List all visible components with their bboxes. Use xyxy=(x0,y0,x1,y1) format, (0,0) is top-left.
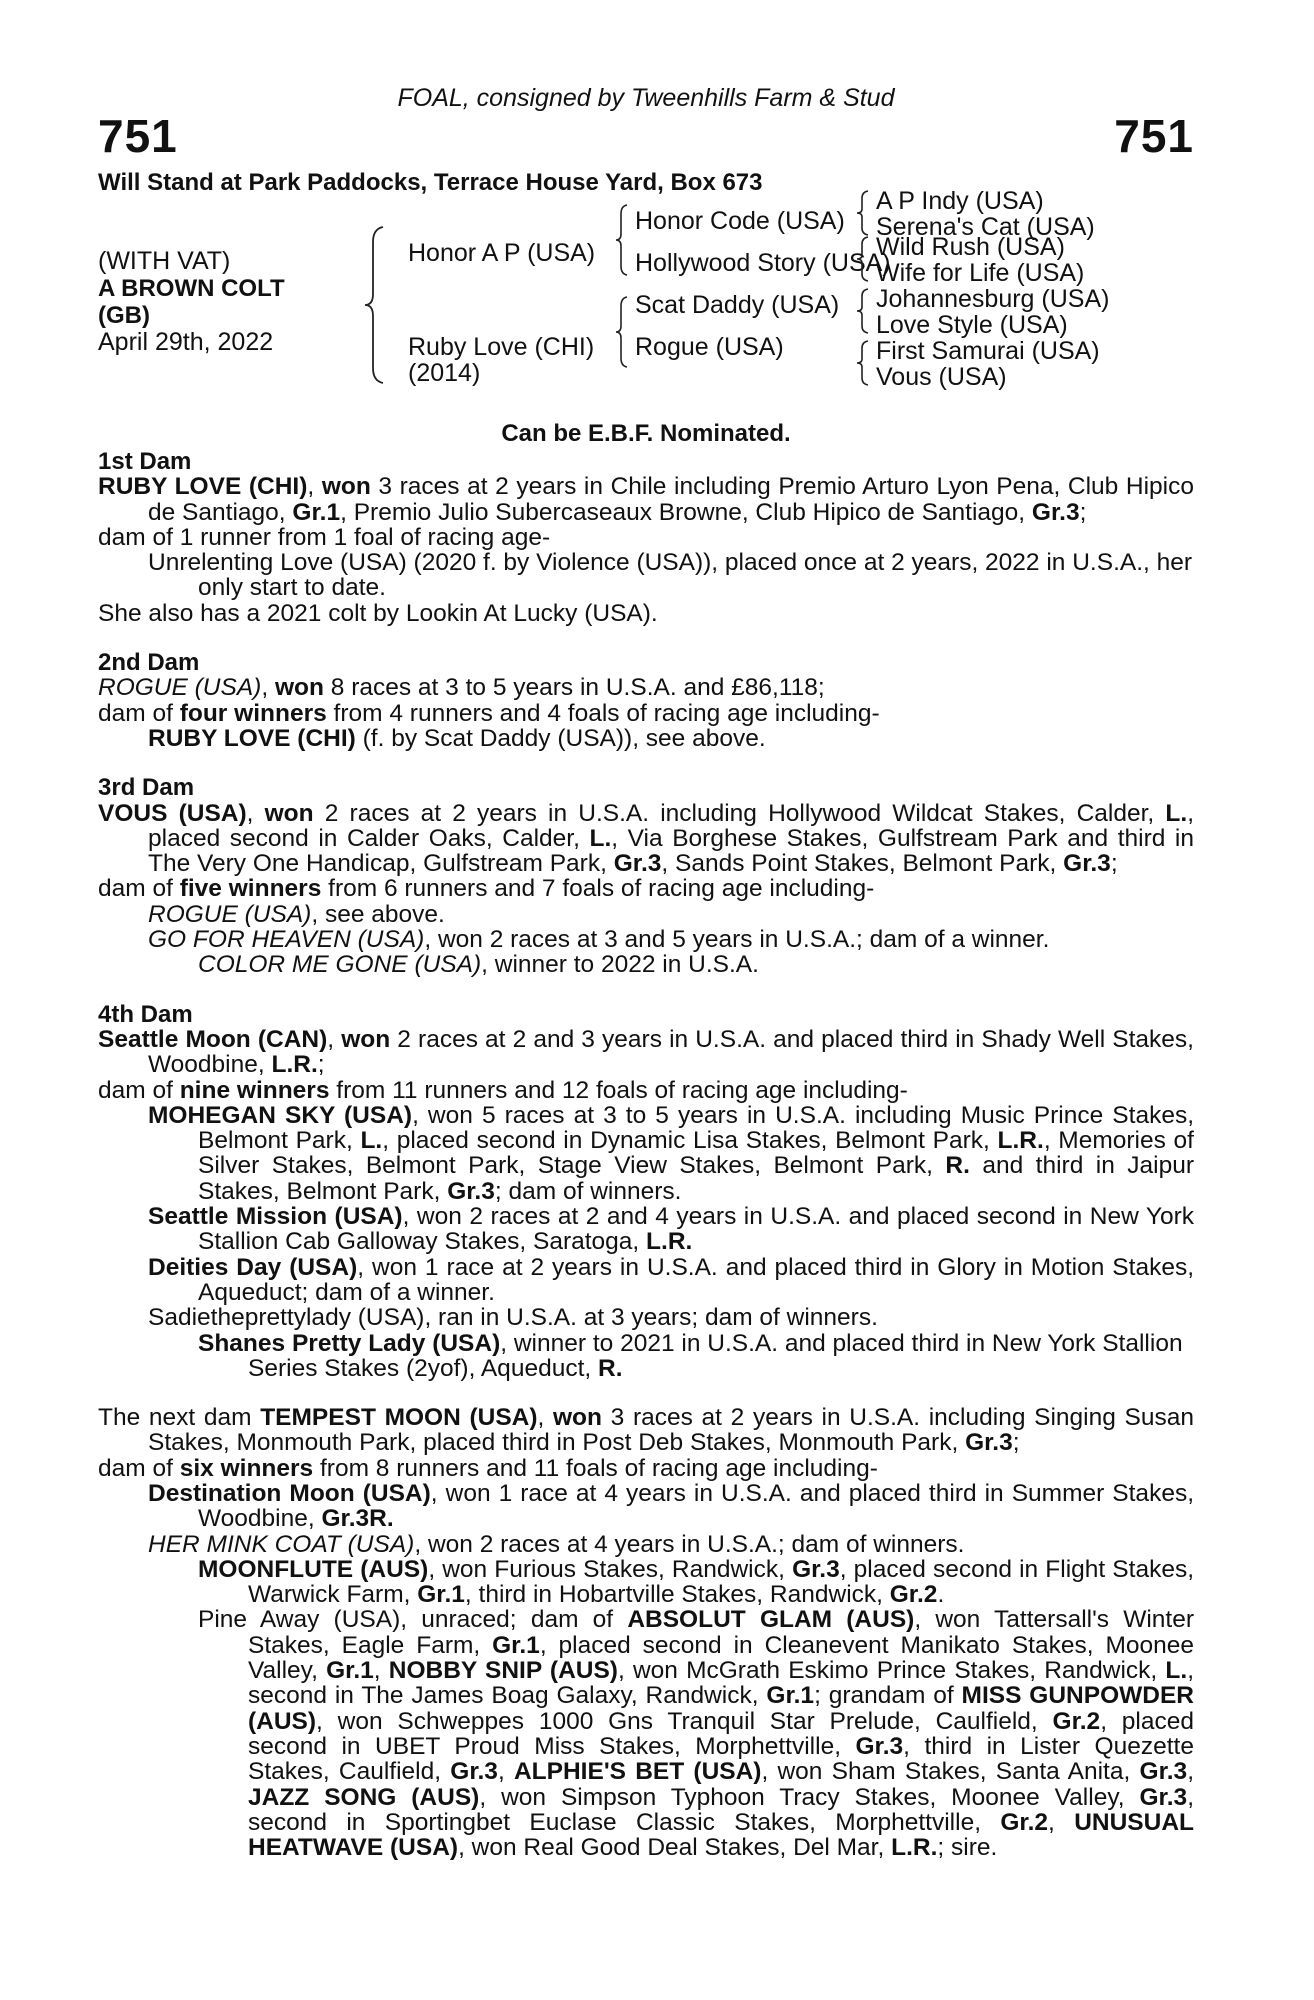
text: 3 races at 2 years in Chile including Premio Arturo Lyon Pena, Club Hipico de Santiago, xyxy=(148,473,1194,526)
text: , third in Lister Quezette Stakes, Caulfield, xyxy=(248,1732,1194,1786)
won-label: won xyxy=(274,674,324,702)
text: , second in The James Boag Galaxy, Randwick, xyxy=(248,1657,1194,1710)
text: , won 1 race at 2 years in U.S.A. and placed third in Glory in Motion Stakes, Aqueduct; dam of a winner. xyxy=(198,1253,1194,1306)
offspring-name: COLOR ME GONE (USA) xyxy=(198,951,482,979)
text: ; xyxy=(1079,498,1087,526)
offspring-entry xyxy=(98,1607,1194,1860)
grade-label: Gr.3 xyxy=(447,1177,495,1205)
grade-label: Gr.1 xyxy=(326,1657,374,1685)
text: , placed second in Flight Stakes, Warwick Farm, xyxy=(248,1555,1195,1609)
dam-name: TEMPEST MOON (USA) xyxy=(260,1404,538,1432)
offspring-entry xyxy=(98,1103,1194,1204)
brace-g4 xyxy=(856,340,870,386)
text: (f. by Scat Daddy (USA)), see above. xyxy=(355,724,766,752)
stand-location: Will Stand at Park Paddocks, Terrace House Yard, Box 673 xyxy=(98,169,763,196)
grade-label: Gr.3 xyxy=(450,1758,498,1786)
text: , won 2 races at 2 and 4 years in U.S.A. and placed second in New York Stallion Cab Galloway Stakes, Saratoga, xyxy=(198,1203,1194,1256)
brace-g3 xyxy=(856,288,870,334)
grade-label: R. xyxy=(945,1152,970,1180)
grade-label: Gr.3 xyxy=(1139,1758,1188,1786)
offspring-name: ALPHIE'S BET (USA) xyxy=(513,1758,762,1786)
text: , xyxy=(261,674,275,702)
text: ; xyxy=(1110,850,1118,878)
grandsire-2: Serena's Cat (USA) xyxy=(876,213,1095,241)
offspring-entry xyxy=(98,927,1194,952)
grade-label: L. xyxy=(1165,799,1188,827)
offspring-name: GO FOR HEAVEN (USA) xyxy=(148,926,425,954)
offspring-entry xyxy=(98,902,1194,927)
grade-label: Gr.1 xyxy=(292,498,341,526)
grade-label: Gr.3 xyxy=(855,1732,904,1760)
lot-number-right: 751 xyxy=(1114,110,1194,162)
text: , xyxy=(537,1404,553,1432)
second-dam-section xyxy=(98,650,1194,751)
text: , won Schweppes 1000 Gns Tranquil Star Prelude, Caulfield, xyxy=(316,1707,1053,1735)
text: ; dam of winners. xyxy=(494,1177,682,1205)
text: ; grandam of xyxy=(814,1682,962,1710)
grade-label: L.R. xyxy=(646,1228,693,1256)
text: from 11 runners and 12 foals of racing age including- xyxy=(329,1076,908,1104)
dam-dam: Rogue (USA) xyxy=(635,333,784,361)
text: , won 2 races at 4 years in U.S.A.; dam of winners. xyxy=(414,1530,965,1558)
offspring-entry xyxy=(98,1557,1194,1608)
offspring-name: Seattle Mission (USA) xyxy=(148,1203,403,1231)
text: , third in Hobartville Stakes, Randwick, xyxy=(464,1581,890,1609)
offspring-name: HER MINK COAT (USA) xyxy=(148,1530,415,1558)
text: , placed second in Dynamic Lisa Stakes, Belmont Park, xyxy=(382,1127,998,1155)
offspring-name: JAZZ SONG (AUS) xyxy=(248,1783,480,1811)
text: 3 races at 2 years in U.S.A. including Singing Susan Stakes, Monmouth Park, placed third in Post Deb Stakes, Monmouth Park, xyxy=(148,1404,1194,1457)
text: Pine Away (USA), unraced; dam of xyxy=(198,1606,628,1634)
offspring-entry xyxy=(98,952,1194,977)
offspring-name: RUBY LOVE (CHI) xyxy=(148,724,356,752)
sire-dam: Hollywood Story (USA) xyxy=(635,249,891,277)
text: dam of xyxy=(98,1076,180,1104)
grade-label: L. xyxy=(1165,1657,1188,1685)
text: ; xyxy=(317,1051,325,1079)
text: 2 races at 2 and 3 years in U.S.A. and placed third in Shady Well Stakes, Woodbine, xyxy=(148,1025,1194,1079)
text: from 4 runners and 4 foals of racing age including- xyxy=(326,699,880,727)
dam: Ruby Love (CHI) xyxy=(408,333,595,361)
offspring-entry xyxy=(98,1532,1194,1557)
catalogue-page xyxy=(98,82,1194,1860)
text: , xyxy=(497,1758,514,1786)
offspring-name: MOHEGAN SKY (USA) xyxy=(148,1101,413,1129)
grade-label: Gr.1 xyxy=(417,1581,465,1609)
grade-label: Gr.3R. xyxy=(321,1505,394,1533)
text: , placed second in Calder Oaks, Calder, xyxy=(148,799,1194,852)
dam-record xyxy=(98,801,1194,877)
lot-number-row xyxy=(98,110,1194,162)
text: . xyxy=(937,1581,945,1609)
grade-label: Gr.3 xyxy=(613,850,662,878)
text: , won Sham Stakes, Santa Anita, xyxy=(761,1758,1140,1786)
text: 2 races at 2 years in U.S.A. including Hollywood Wildcat Stakes, Calder, xyxy=(313,799,1166,827)
text: dam of xyxy=(98,875,180,903)
grade-label: L.R. xyxy=(271,1051,318,1079)
text: dam of xyxy=(98,1454,180,1482)
text: , second in Sportingbet Euclase Classic Stakes, Morphettville, xyxy=(248,1783,1194,1836)
lot-number-left: 751 xyxy=(98,110,178,162)
dam-record xyxy=(98,675,1194,700)
grade-label: Gr.2 xyxy=(889,1581,938,1609)
brace-g1 xyxy=(856,190,870,236)
text: , Sands Point Stakes, Belmont Park, xyxy=(661,850,1064,878)
text: from 8 runners and 11 foals of racing age including- xyxy=(313,1454,878,1482)
grade-label: Gr.3 xyxy=(965,1429,1013,1457)
grade-label: Gr.1 xyxy=(766,1682,815,1710)
text: dam of xyxy=(98,699,180,727)
grade-label: Gr.3 xyxy=(792,1555,840,1583)
grandsire-6: Love Style (USA) xyxy=(876,311,1068,339)
next-dam-section xyxy=(98,1405,1194,1860)
dam-year: (2014) xyxy=(408,359,481,387)
text: , won 1 race at 4 years in U.S.A. and placed third in Summer Stakes, Woodbine, xyxy=(198,1479,1194,1533)
grade-label: Gr.2 xyxy=(1052,1707,1101,1735)
brace-dam xyxy=(615,296,629,368)
dam-name: VOUS (USA) xyxy=(98,799,247,827)
dam-name: ROGUE (USA) xyxy=(98,674,262,702)
dam-produce-summary xyxy=(98,1078,1194,1103)
consignor-line: FOAL, consigned by Tweenhills Farm & Stud xyxy=(397,84,895,112)
grade-label: Gr.2 xyxy=(1000,1808,1049,1836)
won-label: won xyxy=(321,473,371,501)
text: , won Furious Stakes, Randwick, xyxy=(428,1555,793,1583)
brace-sire xyxy=(615,204,629,276)
brace-g2 xyxy=(856,236,870,282)
text: , won McGrath Eskimo Prince Stakes, Randwick, xyxy=(617,1657,1166,1685)
dam-produce-summary xyxy=(98,876,1194,901)
pedigree-table xyxy=(98,187,1194,413)
offspring-entry xyxy=(98,1204,1194,1255)
ebf-nomination: Can be E.B.F. Nominated. xyxy=(501,420,791,447)
foaling-date: April 29th, 2022 xyxy=(98,328,274,356)
grade-label: L.R. xyxy=(891,1834,938,1862)
text: , winner to 2021 in U.S.A. and placed third in New York Stallion Series Stakes (2yof), Aqueduct, xyxy=(248,1329,1183,1382)
text: , won 2 races at 3 and 5 years in U.S.A.; dam of a winner. xyxy=(424,926,1050,954)
offspring-entry: Unrelenting Love (USA) (2020 f. by Violence (USA)), placed once at 2 years, 2022 in U.S.A., her only start to date. xyxy=(148,549,1193,602)
text: , placed second in Cleanevent Manikato Stakes, Moonee Valley, xyxy=(248,1631,1194,1685)
sire: Honor A P (USA) xyxy=(408,239,596,267)
additional-produce: She also has a 2021 colt by Lookin At Lucky (USA). xyxy=(98,599,658,627)
grade-label: Gr.3 xyxy=(1031,498,1080,526)
text: ; sire. xyxy=(937,1834,998,1862)
won-label: won xyxy=(264,799,314,827)
text: , winner to 2022 in U.S.A. xyxy=(481,951,759,979)
offspring-name: NOBBY SNIP (AUS) xyxy=(388,1657,618,1685)
section-heading: 2nd Dam xyxy=(98,649,200,677)
won-label: won xyxy=(341,1025,391,1053)
dam-record xyxy=(98,1405,1194,1456)
text: , see above. xyxy=(311,900,445,928)
offspring-name: ABSOLUT GLAM (AUS) xyxy=(627,1606,915,1634)
text: , xyxy=(373,1657,389,1685)
text: , xyxy=(1048,1808,1075,1836)
dam-record: RUBY LOVE (CHI), won 3 races at 2 years in Chile including Premio Arturo Lyon Pena, Club Hipico de Santiago, Gr.1, Premio Julio Subercaseaux Browne, Club Hipico de Santiago, Gr.3; xyxy=(98,473,1194,526)
dam-name: RUBY LOVE (CHI) xyxy=(98,473,308,501)
dam-produce-summary xyxy=(98,1456,1194,1481)
text: , won 5 races at 3 to 5 years in U.S.A. including Music Prince Stakes, Belmont Park, xyxy=(198,1101,1194,1155)
text: , won Real Good Deal Stakes, Del Mar, xyxy=(458,1834,892,1862)
section-heading: 4th Dam xyxy=(98,1000,193,1028)
offspring-name: MOONFLUTE (AUS) xyxy=(198,1555,429,1583)
winners-count: six winners xyxy=(179,1454,314,1482)
third-dam-section xyxy=(98,775,1194,977)
text: , xyxy=(327,1025,342,1053)
offspring-name: MISS GUNPOWDER (AUS) xyxy=(248,1682,1194,1735)
winners-count: four winners xyxy=(179,699,327,727)
text: and third in Jaipur Stakes, Belmont Park, xyxy=(198,1152,1194,1205)
text: The next dam xyxy=(98,1404,261,1432)
section-heading: 1st Dam xyxy=(98,448,192,475)
offspring-name: Deities Day (USA) xyxy=(148,1253,358,1281)
grandsire-4: Wife for Life (USA) xyxy=(876,259,1085,287)
grade-label: R. xyxy=(598,1354,623,1382)
offspring-entry xyxy=(98,1481,1194,1532)
grade-label: L.R. xyxy=(997,1127,1044,1155)
offspring-name: Shanes Pretty Lady (USA) xyxy=(198,1329,501,1357)
won-label: won xyxy=(553,1404,602,1432)
grandsire-7: First Samurai (USA) xyxy=(876,337,1100,365)
text: , Memories of Silver Stakes, Belmont Park, Stage View Stakes, Belmont Park, xyxy=(198,1127,1194,1180)
text: from 6 runners and 7 foals of racing age including- xyxy=(321,875,875,903)
text: , xyxy=(1187,1758,1195,1786)
grandsire-8: Vous (USA) xyxy=(876,363,1007,391)
first-dam-section xyxy=(98,449,1194,626)
grade-label: Gr.3 xyxy=(1139,1783,1188,1811)
grandsire-1: A P Indy (USA) xyxy=(876,187,1044,215)
winners-count: five winners xyxy=(179,875,322,903)
dam-sire: Scat Daddy (USA) xyxy=(635,291,840,319)
text: ; xyxy=(1012,1429,1020,1457)
text: , won Tattersall's Winter Stakes, Eagle Farm, xyxy=(248,1606,1194,1659)
offspring-entry xyxy=(98,726,1194,751)
grade-label: Gr.1 xyxy=(492,1631,540,1659)
dam-produce-summary: dam of 1 runner from 1 foal of racing age- xyxy=(98,523,551,551)
catalogue-body xyxy=(98,449,1194,1860)
text: , Via Borghese Stakes, Gulfstream Park and third in The Very One Handicap, Gulfstream Park, xyxy=(148,824,1195,878)
horse-description: A BROWN COLT xyxy=(98,275,285,302)
horse-origin: (GB) xyxy=(98,302,150,329)
vat-note: (WITH VAT) xyxy=(98,247,231,275)
text: , placed second in UBET Proud Miss Stakes, Morphettville, xyxy=(248,1707,1194,1760)
offspring-entry xyxy=(98,1255,1194,1306)
grade-label: L. xyxy=(589,824,612,852)
grade-label: L. xyxy=(360,1127,383,1155)
offspring-name: Destination Moon (USA) xyxy=(148,1479,431,1507)
text: , Premio Julio Subercaseaux Browne, Club Hipico de Santiago, xyxy=(340,498,1032,526)
dam-produce-summary xyxy=(98,701,1194,726)
dam-name: Seattle Moon (CAN) xyxy=(98,1025,328,1053)
text: , xyxy=(246,799,265,827)
sire-sire: Honor Code (USA) xyxy=(635,207,845,235)
text: 8 races at 3 to 5 years in U.S.A. and £86,118; xyxy=(323,674,825,702)
offspring-entry: Sadietheprettylady (USA), ran in U.S.A. at 3 years; dam of winners. xyxy=(148,1304,878,1332)
brace-main xyxy=(363,226,385,384)
offspring-entry xyxy=(98,1331,1194,1382)
grandsire-5: Johannesburg (USA) xyxy=(876,285,1110,313)
grade-label: Gr.3 xyxy=(1063,850,1111,878)
section-heading: 3rd Dam xyxy=(98,774,195,802)
dam-record xyxy=(98,1027,1194,1078)
grandsire-3: Wild Rush (USA) xyxy=(876,233,1065,261)
winners-count: nine winners xyxy=(179,1076,330,1104)
fourth-dam-section xyxy=(98,1002,1194,1381)
text: , won Simpson Typhoon Tracy Stakes, Moonee Valley, xyxy=(479,1783,1140,1811)
offspring-name: UNUSUAL HEATWAVE (USA) xyxy=(248,1808,1194,1862)
offspring-name: ROGUE (USA) xyxy=(148,900,312,928)
